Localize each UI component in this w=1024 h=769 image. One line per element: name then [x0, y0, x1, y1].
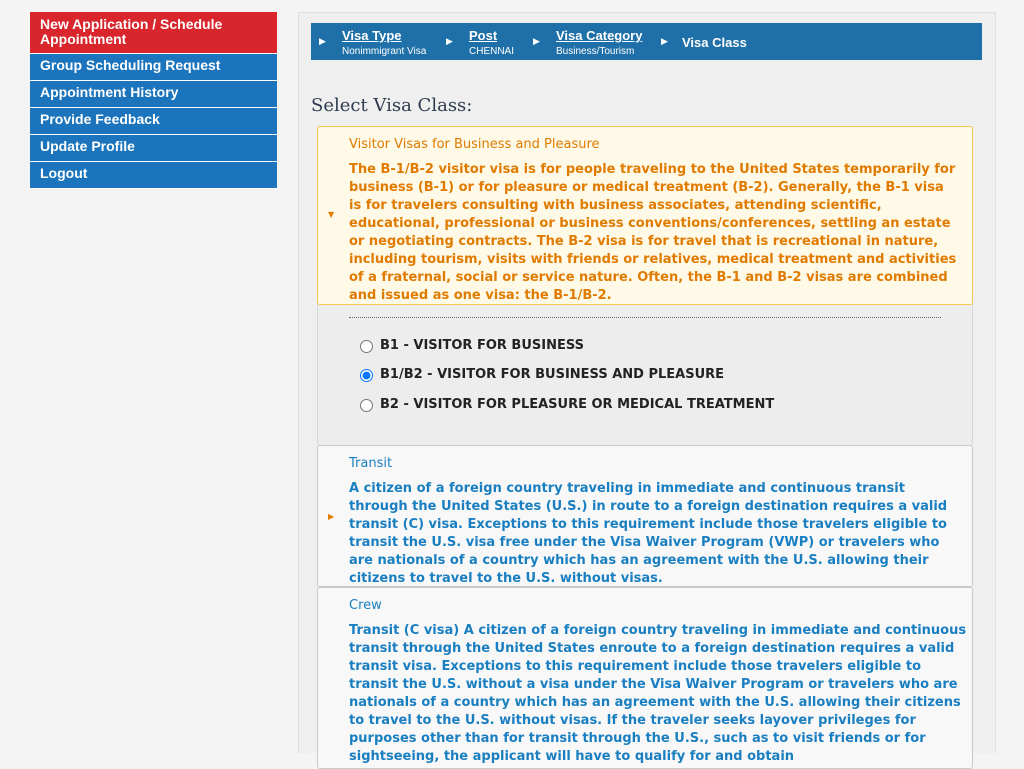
breadcrumb-label: Visa Class	[682, 35, 747, 50]
radio-label: B1/B2 - VISITOR FOR BUSINESS AND PLEASURE	[380, 367, 725, 382]
radio-b1b2[interactable]	[360, 369, 373, 382]
caret-right-icon: ▶	[533, 36, 540, 46]
breadcrumb-label[interactable]: Visa Type	[342, 28, 402, 43]
panel-title: Visitor Visas for Business and Pleasure	[349, 137, 600, 152]
breadcrumb-value: Nonimmigrant Visa	[342, 46, 427, 57]
sidebar-item-logout[interactable]: Logout	[30, 162, 277, 189]
breadcrumb-label[interactable]: Visa Category	[556, 28, 643, 43]
panel-header-visitor[interactable]	[317, 126, 973, 305]
main-content	[298, 12, 996, 764]
radio-b1[interactable]	[360, 340, 373, 353]
page-title: Select Visa Class:	[311, 95, 473, 116]
sidebar-item-provide-feedback[interactable]: Provide Feedback	[30, 108, 277, 135]
caret-right-icon: ▶	[328, 512, 335, 521]
panel-visitor-visas	[317, 126, 973, 446]
panel-crew[interactable]	[317, 587, 973, 769]
sidebar-nav	[30, 12, 277, 189]
breadcrumb-label[interactable]: Post	[469, 28, 498, 43]
panel-description: Transit (C visa) A citizen of a foreign country traveling in immediate and continuous transit through the United States enroute to a foreign destination requires a valid transit visa. Exceptions to this requirement include those travelers eligible to transit the U.S. without a visa under the Visa Waiver Program or travelers who are nationals of a country which has an agreement with the U.S. allowing their citizens to travel to the U.S. without visas. If the traveler seeks layover privileges for purposes other than for transit through the U.S., such as to visit friends or for sightseeing, the applicant will have to qualify for and obtain	[349, 623, 967, 764]
sidebar-item-update-profile[interactable]: Update Profile	[30, 135, 277, 162]
breadcrumb-value: Business/Tourism	[556, 46, 635, 57]
sidebar-item-group-scheduling[interactable]: Group Scheduling Request	[30, 54, 277, 81]
panel-title: Crew	[349, 598, 382, 613]
panel-transit[interactable]	[317, 445, 973, 587]
radio-label: B2 - VISITOR FOR PLEASURE OR MEDICAL TREATMENT	[380, 397, 775, 412]
caret-right-icon: ▶	[319, 36, 326, 46]
panel-description: The B-1/B-2 visitor visa is for people traveling to the United States temporarily for business (B-1) or for pleasure or medical treatment (B-2). Generally, the B-1 visa is for travelers consulting with business associates, attending scientific, educational, professional or business conventions/conferences, settling an estate or negotiating contracts. The B-2 visa is for travel that is recreational in nature, including tourism, visits with friends or relatives, medical treatment and activities of a fraternal, social or service nature. Often, the B-1 and B-2 visas are combined and issued as one visa: the B-1/B-2.	[349, 162, 957, 303]
sidebar-item-appointment-history[interactable]: Appointment History	[30, 81, 277, 108]
breadcrumb-value: CHENNAI	[469, 46, 515, 57]
divider	[349, 317, 941, 318]
caret-right-icon: ▶	[446, 36, 453, 46]
caret-down-icon: ▼	[328, 210, 335, 219]
panel-description: A citizen of a foreign country traveling in immediate and continuous transit through the United States (U.S.) in route to a foreign destination requires a valid transit (C) visa. Exceptions to this requirement include those travelers eligible to transit the U.S. visa free under the Visa Waiver Program (VWP) or travelers who are nationals of a country which has an agreement with the U.S. allowing their citizens to travel to the U.S. without visas.	[349, 481, 948, 586]
panel-title: Transit	[349, 456, 393, 471]
breadcrumb	[311, 23, 982, 60]
sidebar-item-new-application[interactable]: New Application / Schedule Appointment	[30, 12, 277, 54]
caret-right-icon: ▶	[661, 36, 668, 46]
radio-label: B1 - VISITOR FOR BUSINESS	[380, 338, 584, 353]
radio-b2[interactable]	[360, 399, 373, 412]
